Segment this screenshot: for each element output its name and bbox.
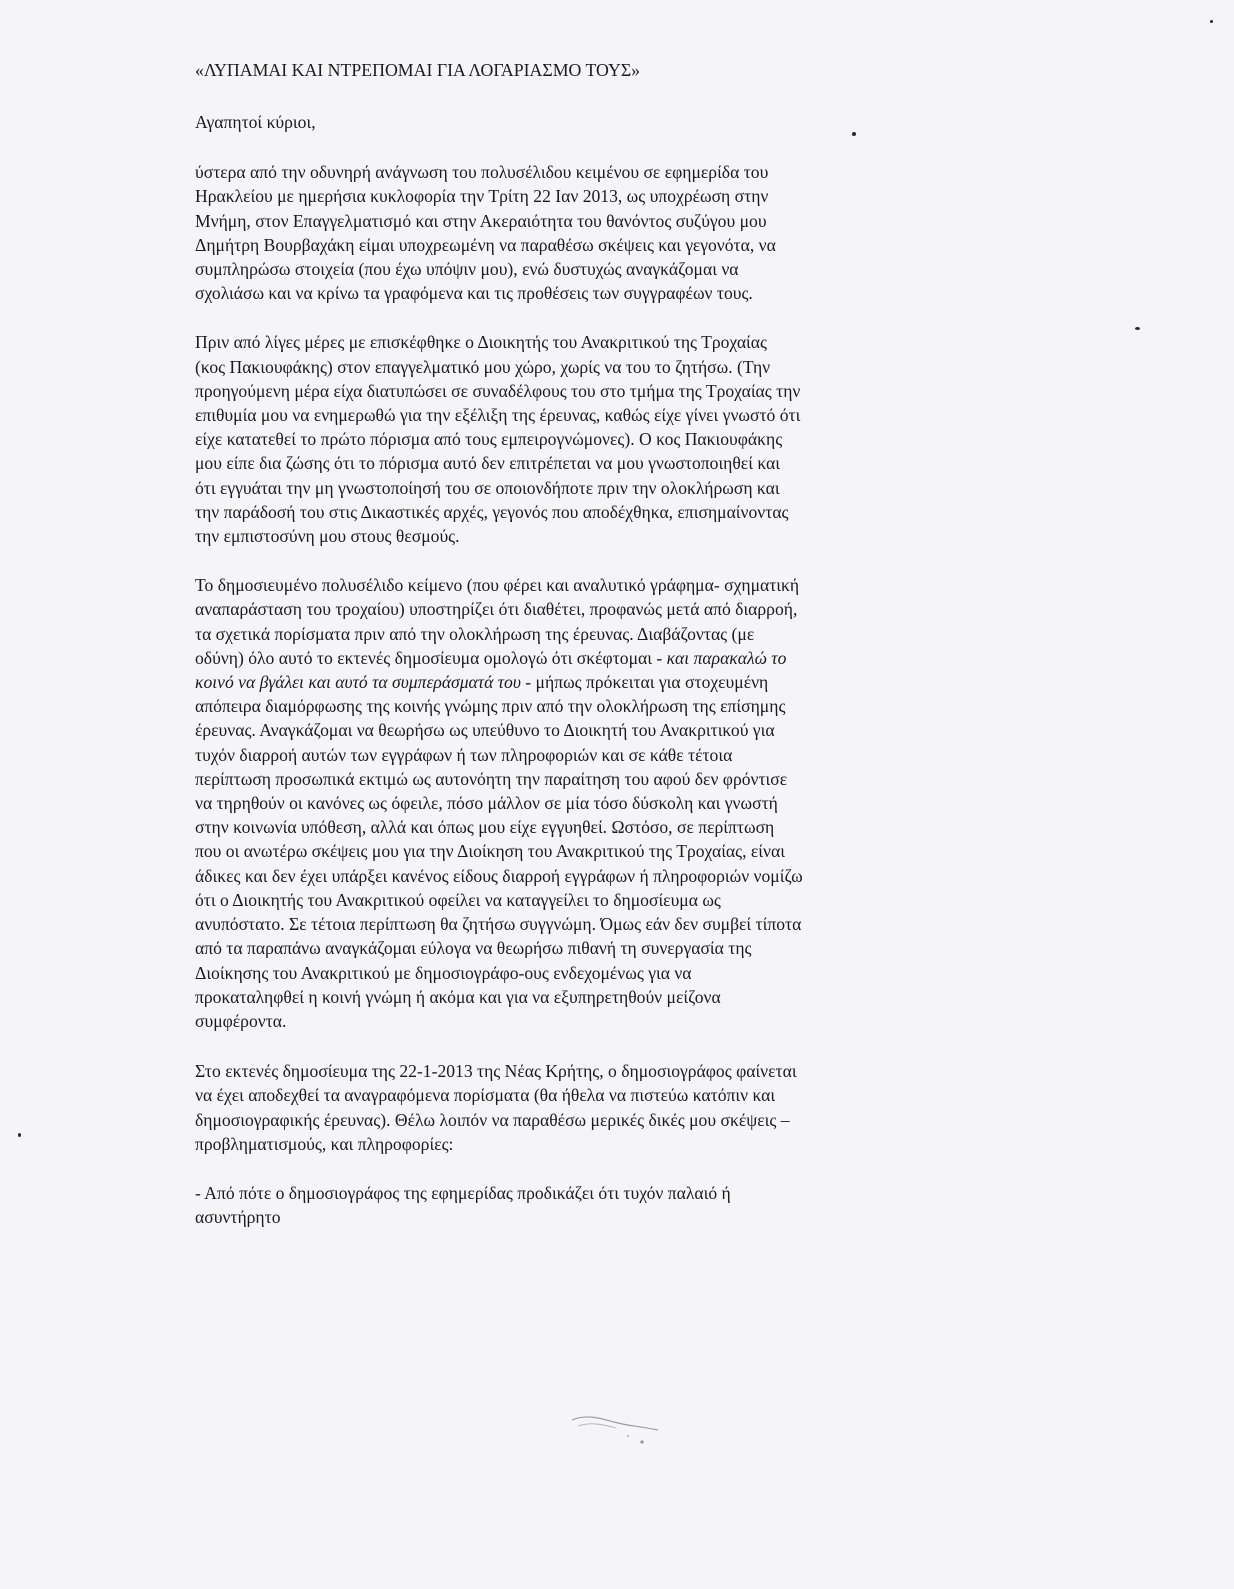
text-segment: - μήπως πρόκειται για στοχευμένη — [520, 672, 769, 693]
text-line: - Από πότε ο δημοσιογράφος της εφημερίδας προδικάζει ότι τυχόν παλαιό ή — [195, 1182, 731, 1203]
text-line: μου είπε δια ζώσης ότι το πόρισμα αυτό δεν επιτρέπεται να μου γνωστοποιηθεί και — [195, 453, 780, 474]
text-line: που οι ανωτέρω σκέψεις μου για την Διοίκηση του Ανακριτικού της Τροχαίας, είναι — [195, 841, 785, 862]
scan-speck — [852, 132, 856, 136]
text-line: ύστερα από την οδυνηρή ανάγνωση του πολυσέλιδου κειμένου σε εφημερίδα του — [195, 162, 769, 183]
text-line: την εμπιστοσύνη μου στους θεσμούς. — [195, 526, 460, 547]
paragraph-5 — [195, 1181, 965, 1229]
paragraph-2 — [195, 330, 965, 548]
text-line: περίπτωση προσωπικά εκτιμώ ως αυτονόητη την παραίτηση του αφού δεν φρόντισε — [195, 768, 788, 789]
text-line: δημοσιογραφικής έρευνας). Θέλω λοιπόν να παραθέσω μερικές δικές μου σκέψεις – — [195, 1109, 790, 1130]
letter-body — [195, 58, 965, 1229]
text-line: προκαταληφθεί η κοινή γνώμη ή ακόμα και για να εξυπηρετηθούν μείζονα — [195, 986, 721, 1007]
text-line: συμφέροντα. — [195, 1010, 287, 1031]
scan-speck — [18, 1133, 21, 1137]
scan-smudge — [568, 1408, 664, 1448]
text-line: από τα παραπάνω αναγκάζομαι εύλογα να θεωρήσω πιθανή τη συνεργασία της — [195, 938, 752, 959]
text-line: Στο εκτενές δημοσίευμα της 22-1-2013 της Νέας Κρήτης, ο δημοσιογράφος φαίνεται — [195, 1061, 797, 1082]
text-line: ότι εγγυάται την μη γνωστοποίησή του σε οποιονδήποτε πριν την ολοκλήρωση και — [195, 477, 780, 498]
text-line: Το δημοσιευμένο πολυσέλιδο κείμενο (που φέρει και αναλυτικό γράφημα- σχηματική — [195, 575, 800, 596]
text-line: συμπληρώσω στοιχεία (που έχω υπόψιν μου), ενώ δυστυχώς αναγκάζομαι να — [195, 259, 739, 280]
text-line: ανυπόστατο. Σε τέτοια περίπτωση θα ζητήσω συγγνώμη. Όμως εάν δεν συμβεί τίποτα — [195, 914, 802, 935]
text-line: τυχόν διαρροή αυτών των εγγράφων ή των πληροφοριών και σε κάθε τέτοια — [195, 744, 733, 765]
paragraph-4 — [195, 1059, 965, 1156]
text-line: ασυντήρητο — [195, 1207, 281, 1228]
scan-speck — [1210, 20, 1213, 23]
text-line: Δημήτρη Βουρβαχάκη είμαι υποχρεωμένη να παραθέσω σκέψεις και γεγονότα, να — [195, 234, 776, 255]
salutation: Αγαπητοί κύριοι, — [195, 112, 316, 132]
letter-title: «ΛΥΠΑΜΑΙ ΚΑΙ ΝΤΡΕΠΟΜΑΙ ΓΙΑ ΛΟΓΑΡΙΑΣΜΟ ΤΟΥΣ» — [195, 60, 641, 80]
paragraph-1 — [195, 160, 965, 305]
italic-segment: και παρακαλώ το — [666, 647, 787, 668]
text-line: Ηρακλείου με ημερήσια κυκλοφορία την Τρίτη 22 Ιαν 2013, ως υποχρέωση στην — [195, 186, 769, 207]
text-line: επιθυμία μου να ενημερωθώ για την εξέλιξη της έρευνας, καθώς είχε γίνει γνωστό ότι — [195, 405, 801, 426]
text-line: Μνήμη, στον Επαγγελματισμό και στην Ακεραιότητα του θανόντος συζύγου μου — [195, 210, 767, 231]
text-line: σχολιάσω και να κρίνω τα γραφόμενα και τις προθέσεις των συγγραφέων τους. — [195, 283, 753, 304]
text-line: να έχει αποδεχθεί τα αναγραφόμενα πορίσματα (θα ήθελα να πιστεύω κατόπιν και — [195, 1085, 776, 1106]
text-line: στην κοινωνία υπόθεση, αλλά και όπως μου είχε εγγυηθεί. Ωστόσο, σε περίπτωση — [195, 817, 775, 838]
text-line: (κος Πακιουφάκης) στον επαγγελματικό μου χώρο, χωρίς να του το ζητήσω. (Την — [195, 356, 771, 377]
text-line: Πριν από λίγες μέρες με επισκέφθηκε ο Διοικητής του Ανακριτικού της Τροχαίας — [195, 332, 767, 353]
text-line: προηγούμενη μέρα είχα διατυπώσει σε συναδέλφους του στο τμήμα της Τροχαίας την — [195, 380, 801, 401]
text-line: να τηρηθούν οι κανόνες ως όφειλε, πόσο μάλλον σε μία τόσο δύσκολη και γνωστή — [195, 793, 778, 814]
text-line — [195, 670, 965, 694]
text-line: απόπειρα διαμόρφωσης της κοινής γνώμης πριν από την ολοκλήρωση της επίσημης — [195, 696, 786, 717]
text-line: τα σχετικά πορίσματα πριν από την ολοκλήρωση της έρευνας. Διαβάζοντας (με — [195, 623, 755, 644]
text-line: ότι ο Διοικητής του Ανακριτικού οφείλει να καταγγείλει το δημοσίευμα ως — [195, 889, 721, 910]
scan-speck — [1135, 327, 1140, 330]
text-line: άδικες και δεν έχει υπάρξει κανένος είδους διαρροή εγγράφων ή πληροφοριών νομίζω — [195, 865, 803, 886]
paragraph-3 — [195, 573, 965, 1033]
text-line: την παράδοσή του στις Δικαστικές αρχές, γεγονός που αποδέχθηκα, επισημαίνοντας — [195, 501, 789, 522]
text-line: Διοίκησης του Ανακριτικού με δημοσιογράφο-ους ενδεχομένως για να — [195, 962, 692, 983]
text-line: αναπαράσταση του τροχαίου) υποστηρίζει ότι διαθέτει, προφανώς μετά από διαρροή, — [195, 599, 798, 620]
text-line: έρευνας. Αναγκάζομαι να θεωρήσω ως υπεύθυνο το Διοικητή του Ανακριτικού για — [195, 720, 775, 741]
text-line: είχε κατατεθεί το πρώτο πόρισμα από τους εμπειρογνώμονες). Ο κος Πακιουφάκης — [195, 429, 783, 450]
text-line — [195, 646, 965, 670]
text-segment: οδύνη) όλο αυτό το εκτενές δημοσίευμα ομολογώ ότι σκέφτομαι - — [195, 647, 667, 668]
text-line: προβληματισμούς, και πληροφορίες: — [195, 1133, 454, 1154]
italic-segment: κοινό να βγάλει και αυτό τα συμπεράσματά του — [195, 672, 521, 693]
